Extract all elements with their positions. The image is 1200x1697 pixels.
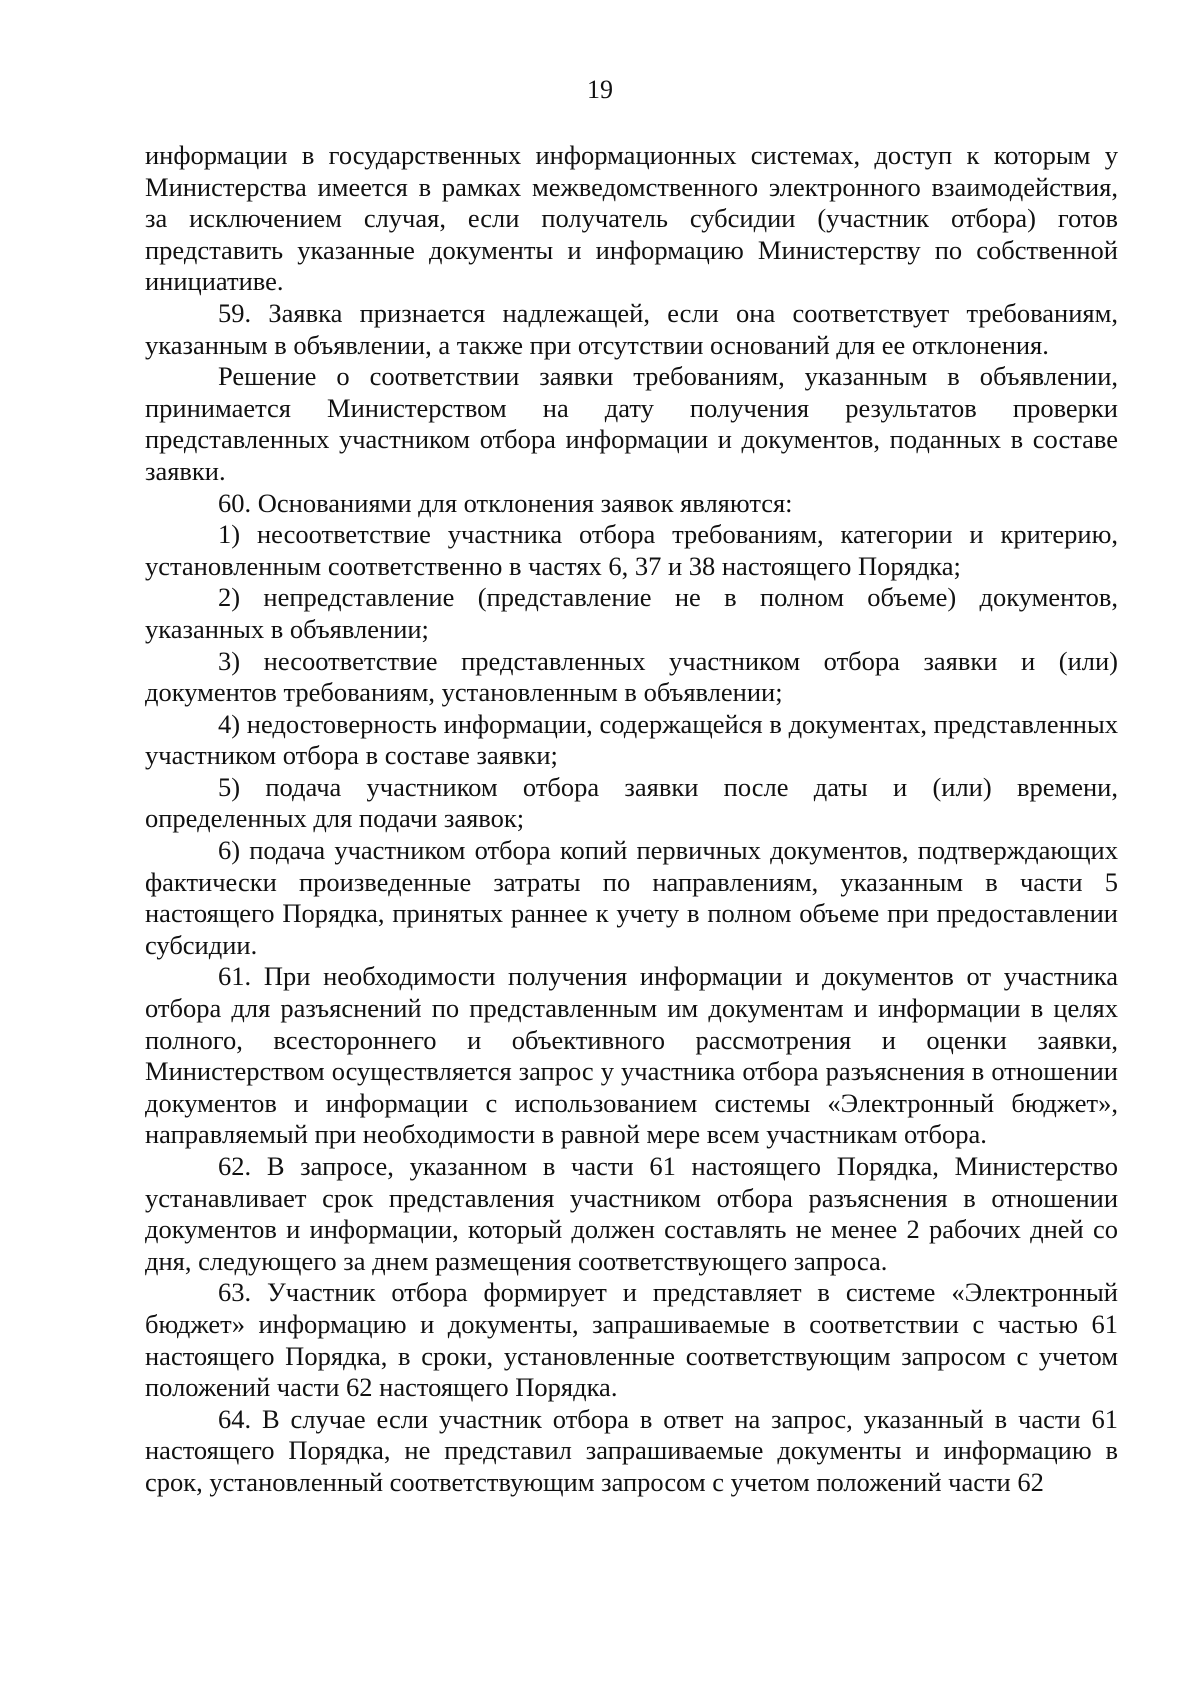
paragraph-continuation: информации в государственных информационных системах, доступ к которым у Министерства имеется в рамках межведомственного электронного взаимодействия, за исключением случая, если получатель субсидии (участник отбора) готов представить указанные документы и информацию Министерству по собственной инициативе. — [145, 140, 1118, 297]
paragraph-59-decision: Решение о соответствии заявки требованиям, указанным в объявлении, принимается Министерством на дату получения результатов проверки представленных участником отбора информации и документов, поданных в составе заявки. — [145, 361, 1118, 486]
paragraph-59: 59. Заявка признается надлежащей, если она соответствует требованиям, указанным в объявлении, а также при отсутствии оснований для ее отклонения. — [145, 297, 1118, 360]
list-item-60-4: 4) недостоверность информации, содержащейся в документах, представленных участником отбора в составе заявки; — [145, 708, 1118, 771]
paragraph-62: 62. В запросе, указанном в части 61 настоящего Порядка, Министерство устанавливает срок представления участником отбора разъяснения в отношении документов и информации, который должен составлять не менее 2 рабочих дней со дня, следующего за днем размещения соответствующего запроса. — [145, 1151, 1118, 1276]
list-item-60-5: 5) подача участником отбора заявки после даты и (или) времени, определенных для подачи заявок; — [145, 771, 1118, 834]
list-item-60-6: 6) подача участником отбора копий первичных документов, подтверждающих фактически произведенные затраты по направлениям, указанным в части 5 настоящего Порядка, принятых раннее к учету в полном объеме при предоставлении субсидии. — [145, 835, 1118, 960]
page-number: 19 — [587, 75, 613, 104]
list-item-60-1: 1) несоответствие участника отбора требованиям, категории и критерию, установленным соответственно в частях 6, 37 и 38 настоящего Порядка; — [145, 519, 1118, 581]
paragraph-61: 61. При необходимости получения информации и документов от участника отбора для разъяснений по представленным им документам и информации в целях полного, всестороннего и объективного рассмотрения и оценки заявки, Министерством осуществляется запрос у участника отбора разъяснения в отношении документов и информации с использованием системы «Электронный бюджет», направляемый при необходимости в равной мере всем участникам отбора. — [145, 961, 1118, 1150]
paragraph-60: 60. Основаниями для отклонения заявок являются: — [218, 487, 793, 518]
paragraph-64: 64. В случае если участник отбора в ответ на запрос, указанный в части 61 настоящего Порядка, не представил запрашиваемые документы и информацию в срок, установленный соответствующим запросом с учетом положений части 62 — [145, 1403, 1118, 1497]
paragraph-63: 63. Участник отбора формирует и представляет в системе «Электронный бюджет» информацию и документы, запрашиваемые в соответствии с частью 61 настоящего Порядка, в сроки, установленные соответствующим запросом с учетом положений части 62 настоящего Порядка. — [145, 1277, 1118, 1403]
list-item-60-3: 3) несоответствие представленных участником отбора заявки и (или) документов требованиям, установленным в объявлении; — [145, 645, 1118, 708]
list-item-60-2: 2) непредставление (представление не в полном объеме) документов, указанных в объявлении; — [145, 582, 1118, 644]
document-body — [145, 140, 1118, 1499]
